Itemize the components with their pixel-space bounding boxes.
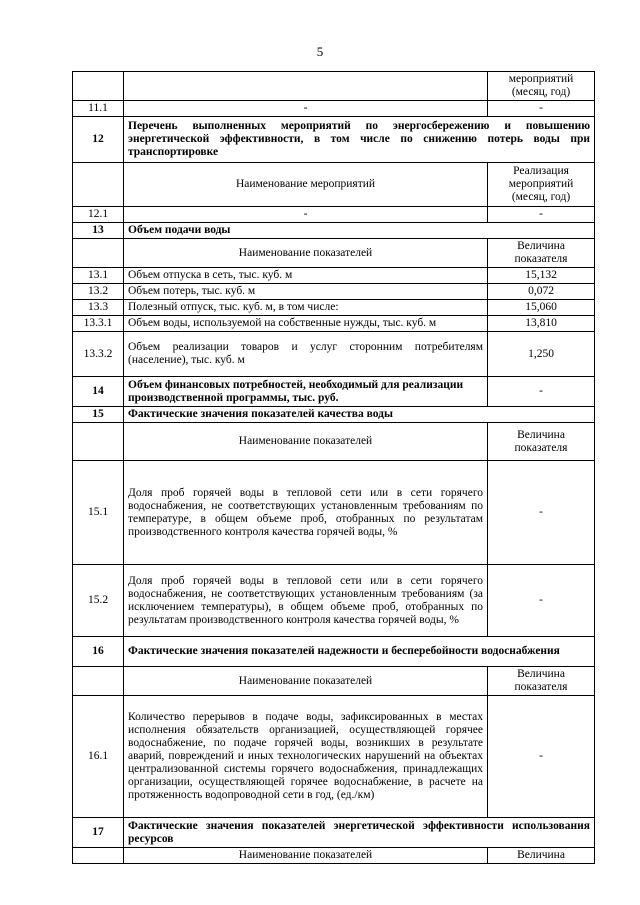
section-number: 17 xyxy=(73,818,124,848)
table-row xyxy=(73,696,595,818)
row-name: - xyxy=(124,101,488,117)
row-number: 13.2 xyxy=(73,284,124,300)
row-name: Объем финансовых потребностей, необходимый для реализации производственной программы, тыс. руб. xyxy=(124,377,488,407)
indicators-table xyxy=(72,71,595,864)
section-row xyxy=(73,818,595,848)
header-row xyxy=(73,667,595,696)
column-header-value: Величина показателя xyxy=(488,667,595,696)
column-header-value: Величина xyxy=(488,848,595,864)
page-number: 5 xyxy=(316,44,324,59)
table-row xyxy=(73,377,595,407)
column-header-name: Наименование показателей xyxy=(124,848,488,864)
row-name: Объем воды, используемой на собственные нужды, тыс. куб. м xyxy=(124,316,488,332)
row-number: 13.3.1 xyxy=(73,316,124,332)
column-header-value: Величина показателя xyxy=(488,239,595,268)
row-number: 13.3.2 xyxy=(73,332,124,377)
section-number: 15 xyxy=(73,407,124,423)
header-row xyxy=(73,239,595,268)
table-row xyxy=(73,565,595,637)
column-header-name: Наименование показателей xyxy=(124,423,488,461)
column-header-name: Наименование показателей xyxy=(124,667,488,696)
table-row xyxy=(73,72,595,101)
row-value: 15,132 xyxy=(488,268,595,284)
table-row xyxy=(73,207,595,223)
section-title: Фактические значения показателей энергетической эффективности использования ресурсов xyxy=(124,818,595,848)
table-row xyxy=(73,332,595,377)
section-title: Объем подачи воды xyxy=(124,223,595,239)
row-number: 12.1 xyxy=(73,207,124,223)
table-row xyxy=(73,268,595,284)
section-number: 16 xyxy=(73,637,124,667)
column-header-value: Реализация мероприятий (месяц, год) xyxy=(488,163,595,207)
header-row xyxy=(73,848,595,864)
row-name: Объем отпуска в сеть, тыс. куб. м xyxy=(124,268,488,284)
row-value: 15,060 xyxy=(488,300,595,316)
section-row xyxy=(73,637,595,667)
table-row xyxy=(73,101,595,117)
row-value: 13,810 xyxy=(488,316,595,332)
section-title: Фактические значения показателей качества воды xyxy=(124,407,595,423)
row-number xyxy=(73,72,124,101)
row-value: - xyxy=(488,377,595,407)
row-number: 13.1 xyxy=(73,268,124,284)
row-number: 14 xyxy=(73,377,124,407)
row-value: 1,250 xyxy=(488,332,595,377)
section-number: 13 xyxy=(73,223,124,239)
row-number: 15.1 xyxy=(73,461,124,565)
row-number: 16.1 xyxy=(73,696,124,818)
row-value: - xyxy=(488,207,595,223)
row-name xyxy=(124,72,488,101)
row-name: Объем реализации товаров и услуг сторонним потребителям (население), тыс. куб. м xyxy=(124,332,488,377)
row-name: Объем потерь, тыс. куб. м xyxy=(124,284,488,300)
section-title: Фактические значения показателей надежности и бесперебойности водоснабжения xyxy=(124,637,595,667)
column-header-value: Величина показателя xyxy=(488,423,595,461)
section-row xyxy=(73,407,595,423)
column-header-name: Наименование мероприятий xyxy=(124,163,488,207)
table-row xyxy=(73,461,595,565)
row-value: - xyxy=(488,565,595,637)
header-row xyxy=(73,423,595,461)
row-name: - xyxy=(124,207,488,223)
table-row xyxy=(73,284,595,300)
section-row xyxy=(73,117,595,163)
row-number: 15.2 xyxy=(73,565,124,637)
row-value: - xyxy=(488,101,595,117)
row-name: Количество перерывов в подаче воды, зафиксированных в местах исполнения обязательств организацией, осуществляющей горячее водоснабжение, по подаче горячей воды, возникших в результате аварий, повреждений и иных технологических нарушений на объектах централизованной системы горячего водоснабжения, принадлежащих организации, осуществляющей горячее водоснабжение, в расчете на протяженность водопроводной сети в год, (ед./км) xyxy=(124,696,488,818)
row-value: - xyxy=(488,696,595,818)
header-row xyxy=(73,163,595,207)
row-name: Доля проб горячей воды в тепловой сети или в сети горячего водоснабжения, не соответствующих установленным требованиям (за исключением температуры), в общем объеме проб, отобранных по результатам производственного контроля качества горячей воды, % xyxy=(124,565,488,637)
row-number: 13.3 xyxy=(73,300,124,316)
section-number: 12 xyxy=(73,117,124,163)
row-value: мероприятий (месяц, год) xyxy=(488,72,595,101)
row-name: Полезный отпуск, тыс. куб. м, в том числе: xyxy=(124,300,488,316)
row-value: 0,072 xyxy=(488,284,595,300)
table-row xyxy=(73,300,595,316)
section-title: Перечень выполненных мероприятий по энергосбережению и повышению энергетической эффективности, в том числе по снижению потерь воды при транспортировке xyxy=(124,117,595,163)
row-value: - xyxy=(488,461,595,565)
column-header-name: Наименование показателей xyxy=(124,239,488,268)
row-number: 11.1 xyxy=(73,101,124,117)
table-row xyxy=(73,316,595,332)
row-name: Доля проб горячей воды в тепловой сети или в сети горячего водоснабжения, не соответствующих установленным требованиям по температуре, в общем объеме проб, отобранных по результатам производственного контроля качества горячей воды, % xyxy=(124,461,488,565)
section-row xyxy=(73,223,595,239)
